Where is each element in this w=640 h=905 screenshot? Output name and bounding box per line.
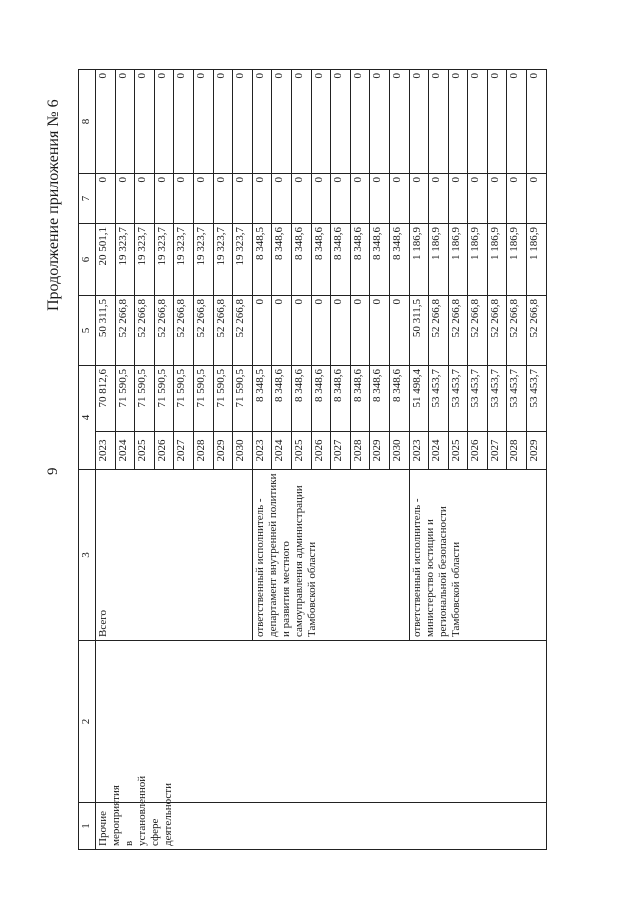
value-cell: 0 <box>507 174 527 224</box>
value-cell: 53 453,7 <box>507 366 527 432</box>
value-cell: 71 590,5 <box>193 366 213 432</box>
header-row <box>79 70 96 850</box>
value-cell: 0 <box>272 70 292 174</box>
page-number: 9 <box>45 467 61 475</box>
value-cell: 0 <box>311 174 331 224</box>
year-cell: 2030 <box>233 432 253 470</box>
value-cell: 50 311,5 <box>409 296 429 366</box>
year-cell: 2024 <box>115 432 135 470</box>
value-cell: 0 <box>350 174 370 224</box>
value-cell: 8 348,6 <box>389 224 409 296</box>
year-cell: 2025 <box>291 432 311 470</box>
year-cell: 2028 <box>507 432 527 470</box>
value-cell: 71 590,5 <box>154 366 174 432</box>
value-cell: 8 348,6 <box>370 366 390 432</box>
value-cell: 8 348,6 <box>291 366 311 432</box>
value-cell: 0 <box>389 296 409 366</box>
value-cell: 1 186,9 <box>468 224 488 296</box>
year-cell: 2027 <box>487 432 507 470</box>
value-cell: 0 <box>291 174 311 224</box>
year-cell: 2030 <box>389 432 409 470</box>
value-cell: 0 <box>252 174 272 224</box>
value-cell: 52 266,8 <box>193 296 213 366</box>
value-cell: 1 186,9 <box>429 224 449 296</box>
year-cell: 2024 <box>272 432 292 470</box>
value-cell: 0 <box>213 174 233 224</box>
executor-cell: Всего <box>96 470 253 641</box>
value-cell: 52 266,8 <box>115 296 135 366</box>
header-col-5: 5 <box>79 296 96 366</box>
value-cell: 0 <box>350 70 370 174</box>
year-cell: 2025 <box>448 432 468 470</box>
value-cell: 71 590,5 <box>213 366 233 432</box>
value-cell: 19 323,7 <box>154 224 174 296</box>
value-cell: 0 <box>213 70 233 174</box>
value-cell: 0 <box>331 70 351 174</box>
value-cell: 8 348,5 <box>252 366 272 432</box>
value-cell: 0 <box>154 174 174 224</box>
value-cell: 52 266,8 <box>174 296 194 366</box>
value-cell: 8 348,6 <box>389 366 409 432</box>
year-cell: 2023 <box>252 432 272 470</box>
header-col-1: 1 <box>79 803 96 850</box>
value-cell: 0 <box>468 70 488 174</box>
value-cell: 0 <box>252 70 272 174</box>
value-cell: 0 <box>409 70 429 174</box>
header-col-3: 3 <box>79 470 96 641</box>
value-cell: 0 <box>487 70 507 174</box>
header-col-8: 8 <box>79 70 96 174</box>
value-cell: 0 <box>331 174 351 224</box>
value-cell: 0 <box>527 174 547 224</box>
value-cell: 19 323,7 <box>174 224 194 296</box>
value-cell: 0 <box>96 174 116 224</box>
value-cell: 0 <box>468 174 488 224</box>
value-cell: 0 <box>193 70 213 174</box>
value-cell: 8 348,6 <box>331 224 351 296</box>
value-cell: 52 266,8 <box>213 296 233 366</box>
value-cell: 1 186,9 <box>448 224 468 296</box>
value-cell: 52 266,8 <box>468 296 488 366</box>
value-cell: 52 266,8 <box>448 296 468 366</box>
year-cell: 2027 <box>331 432 351 470</box>
value-cell: 71 590,5 <box>233 366 253 432</box>
value-cell: 52 266,8 <box>507 296 527 366</box>
value-cell: 50 311,5 <box>96 296 116 366</box>
value-cell: 52 266,8 <box>233 296 253 366</box>
value-cell: 52 266,8 <box>527 296 547 366</box>
value-cell: 1 186,9 <box>409 224 429 296</box>
value-cell: 0 <box>448 70 468 174</box>
year-cell: 2025 <box>135 432 155 470</box>
table-row <box>96 70 116 850</box>
value-cell: 19 323,7 <box>193 224 213 296</box>
value-cell: 19 323,7 <box>115 224 135 296</box>
year-cell: 2029 <box>213 432 233 470</box>
value-cell: 20 501,1 <box>96 224 116 296</box>
value-cell: 8 348,6 <box>331 366 351 432</box>
value-cell: 8 348,6 <box>272 366 292 432</box>
year-cell: 2029 <box>527 432 547 470</box>
value-cell: 8 348,6 <box>370 224 390 296</box>
value-cell: 52 266,8 <box>154 296 174 366</box>
value-cell: 71 590,5 <box>174 366 194 432</box>
year-cell: 2027 <box>174 432 194 470</box>
value-cell: 0 <box>291 296 311 366</box>
value-cell: 0 <box>448 174 468 224</box>
value-cell: 8 348,6 <box>311 366 331 432</box>
header-col-4: 4 <box>79 366 96 470</box>
header-col-6: 6 <box>79 224 96 296</box>
year-cell: 2023 <box>409 432 429 470</box>
value-cell: 0 <box>409 174 429 224</box>
year-cell: 2028 <box>350 432 370 470</box>
value-cell: 0 <box>96 70 116 174</box>
value-cell: 0 <box>252 296 272 366</box>
value-cell: 0 <box>311 70 331 174</box>
value-cell: 0 <box>272 174 292 224</box>
column-2-empty-cell <box>96 641 547 803</box>
year-cell: 2026 <box>468 432 488 470</box>
header-col-2: 2 <box>79 641 96 803</box>
value-cell: 53 453,7 <box>527 366 547 432</box>
value-cell: 0 <box>115 70 135 174</box>
value-cell: 0 <box>291 70 311 174</box>
value-cell: 0 <box>233 174 253 224</box>
value-cell: 53 453,7 <box>429 366 449 432</box>
value-cell: 71 590,5 <box>135 366 155 432</box>
value-cell: 53 453,7 <box>448 366 468 432</box>
activity-name-cell: Прочие мероприятия в установленной сфере деятельности <box>96 803 547 850</box>
value-cell: 0 <box>487 174 507 224</box>
year-cell: 2028 <box>193 432 213 470</box>
value-cell: 0 <box>311 296 331 366</box>
value-cell: 53 453,7 <box>468 366 488 432</box>
year-cell: 2026 <box>154 432 174 470</box>
value-cell: 0 <box>233 70 253 174</box>
value-cell: 52 266,8 <box>487 296 507 366</box>
executor-cell: ответственный исполнитель - департамент внутренней политики и развития местного самоуправления администрации Тамбовской области <box>252 470 409 641</box>
value-cell: 19 323,7 <box>135 224 155 296</box>
value-cell: 1 186,9 <box>507 224 527 296</box>
value-cell: 8 348,5 <box>252 224 272 296</box>
value-cell: 0 <box>135 174 155 224</box>
value-cell: 8 348,6 <box>311 224 331 296</box>
value-cell: 51 498,4 <box>409 366 429 432</box>
value-cell: 1 186,9 <box>487 224 507 296</box>
value-cell: 0 <box>370 174 390 224</box>
value-cell: 8 348,6 <box>350 224 370 296</box>
value-cell: 8 348,6 <box>272 224 292 296</box>
value-cell: 70 812,6 <box>96 366 116 432</box>
year-cell: 2024 <box>429 432 449 470</box>
value-cell: 0 <box>193 174 213 224</box>
value-cell: 71 590,5 <box>115 366 135 432</box>
value-cell: 0 <box>331 296 351 366</box>
value-cell: 0 <box>115 174 135 224</box>
value-cell: 0 <box>174 70 194 174</box>
value-cell: 0 <box>154 70 174 174</box>
value-cell: 19 323,7 <box>213 224 233 296</box>
value-cell: 52 266,8 <box>135 296 155 366</box>
value-cell: 0 <box>350 296 370 366</box>
value-cell: 0 <box>389 174 409 224</box>
executor-cell: ответственный исполнитель - министерство юстиции и региональной безопасности Тамбовской области <box>409 470 546 641</box>
table-body <box>96 70 547 850</box>
value-cell: 0 <box>135 70 155 174</box>
value-cell: 0 <box>429 174 449 224</box>
value-cell: 8 348,6 <box>291 224 311 296</box>
continuation-title: Продолжение приложения № 6 <box>45 99 62 311</box>
value-cell: 0 <box>174 174 194 224</box>
value-cell: 0 <box>429 70 449 174</box>
value-cell: 0 <box>370 296 390 366</box>
value-cell: 53 453,7 <box>487 366 507 432</box>
value-cell: 1 186,9 <box>527 224 547 296</box>
value-cell: 19 323,7 <box>233 224 253 296</box>
value-cell: 0 <box>370 70 390 174</box>
value-cell: 8 348,6 <box>350 366 370 432</box>
year-cell: 2029 <box>370 432 390 470</box>
finance-table <box>78 69 547 850</box>
year-cell: 2026 <box>311 432 331 470</box>
value-cell: 0 <box>389 70 409 174</box>
value-cell: 0 <box>507 70 527 174</box>
year-cell: 2023 <box>96 432 116 470</box>
header-col-7: 7 <box>79 174 96 224</box>
value-cell: 52 266,8 <box>429 296 449 366</box>
value-cell: 0 <box>272 296 292 366</box>
value-cell: 0 <box>527 70 547 174</box>
